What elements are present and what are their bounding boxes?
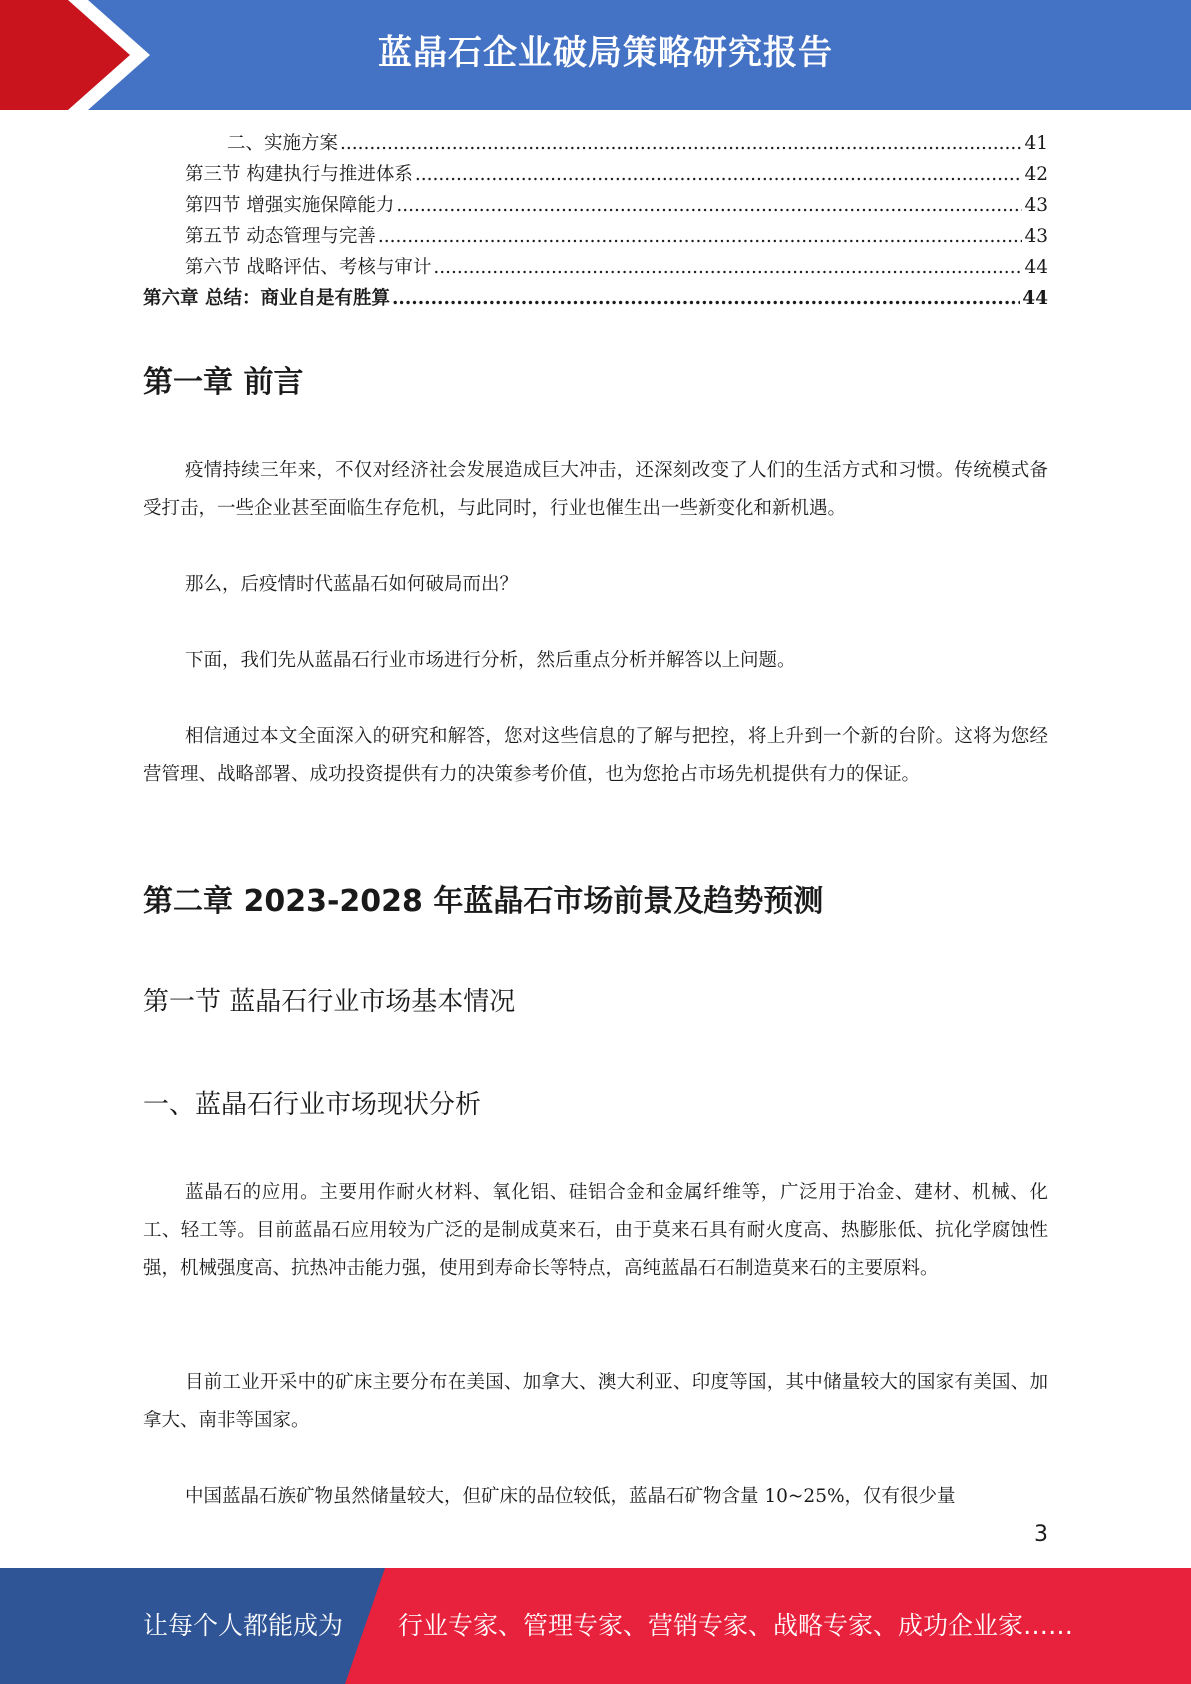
- toc-leader-dots: [433, 257, 1022, 278]
- toc-entry[interactable]: [143, 160, 1048, 191]
- toc-entry-label: 第三节 构建执行与推进体系: [185, 164, 413, 185]
- paragraph: 那么，后疫情时代蓝晶石如何破局而出？: [185, 574, 519, 595]
- chapter-2-heading: 第二章 2023-2028 年蓝晶石市场前景及趋势预测: [143, 884, 824, 919]
- footer-slogan-left: 让每个人都能成为: [143, 1611, 344, 1640]
- toc-leader-dots: [396, 195, 1022, 216]
- paragraph: 相信通过本文全面深入的研究和解答，您对这些信息的了解与把控，将上升到一个新的台阶。这将为您经营管理、战略部署、成功投资提供有力的决策参考价值，也为您抢占市场先机提供有力的保证。: [143, 726, 1048, 785]
- toc-entry[interactable]: [143, 129, 1048, 160]
- subsection-heading: 一、蓝晶石行业市场现状分析: [143, 1090, 482, 1120]
- toc-entry-page: 42: [1024, 164, 1048, 185]
- toc-leader-dots: [340, 133, 1022, 154]
- toc-entry-page: 41: [1024, 133, 1048, 154]
- page-footer: [0, 1568, 1191, 1684]
- paragraph: 中国蓝晶石族矿物虽然储量较大，但矿床的品位较低，蓝晶石矿物含量 10~25%，仅有很少量: [185, 1486, 956, 1507]
- section-heading: 第一节 蓝晶石行业市场基本情况: [143, 987, 516, 1017]
- toc-leader-dots: [378, 226, 1023, 247]
- toc-entry[interactable]: [143, 191, 1048, 222]
- toc-entry-label: 第六节 战略评估、考核与审计: [185, 257, 432, 278]
- toc-entry[interactable]: [143, 222, 1048, 253]
- table-of-contents: [143, 129, 1048, 315]
- toc-entry-page: 44: [1024, 257, 1048, 278]
- page-number: 3: [1034, 1522, 1048, 1547]
- toc-entry-page: 44: [1022, 288, 1048, 309]
- toc-entry-label: 第五节 动态管理与完善: [185, 226, 376, 247]
- paragraph: 目前工业开采中的矿床主要分布在美国、加拿大、澳大利亚、印度等国，其中储量较大的国家有美国、加拿大、南非等国家。: [143, 1372, 1048, 1431]
- paragraph: 蓝晶石的应用。主要用作耐火材料、氧化铝、硅铝合金和金属纤维等，广泛用于冶金、建材、机械、化工、轻工等。目前蓝晶石应用较为广泛的是制成莫来石，由于莫来石具有耐火度高、热膨胀低、抗化学腐蚀性强，机械强度高、抗热冲击能力强，使用到寿命长等特点，高纯蓝晶石石制造莫来石的主要原料。: [143, 1182, 1048, 1279]
- toc-leader-dots: [415, 164, 1023, 185]
- footer-slogan-right: 行业专家、管理专家、营销专家、战略专家、成功企业家……: [398, 1611, 1074, 1640]
- toc-entry[interactable]: [143, 284, 1048, 315]
- toc-entry-page: 43: [1024, 195, 1048, 216]
- paragraph: 疫情持续三年来，不仅对经济社会发展造成巨大冲击，还深刻改变了人们的生活方式和习惯。传统模式备受打击，一些企业甚至面临生存危机，与此同时，行业也催生出一些新变化和新机遇。: [143, 460, 1048, 519]
- page-header: [0, 0, 1191, 110]
- toc-leader-dots: [392, 288, 1020, 309]
- toc-entry-page: 43: [1024, 226, 1048, 247]
- toc-entry[interactable]: [143, 253, 1048, 284]
- toc-entry-label: 二、实施方案: [227, 133, 339, 154]
- chapter-1-heading: 第一章 前言: [143, 365, 304, 400]
- toc-entry-label: 第六章 总结：商业自是有胜算: [143, 288, 390, 309]
- toc-entry-label: 第四节 增强实施保障能力: [185, 195, 395, 216]
- report-title: 蓝晶石企业破局策略研究报告: [378, 33, 833, 73]
- paragraph: 下面，我们先从蓝晶石行业市场进行分析，然后重点分析并解答以上问题。: [185, 650, 796, 671]
